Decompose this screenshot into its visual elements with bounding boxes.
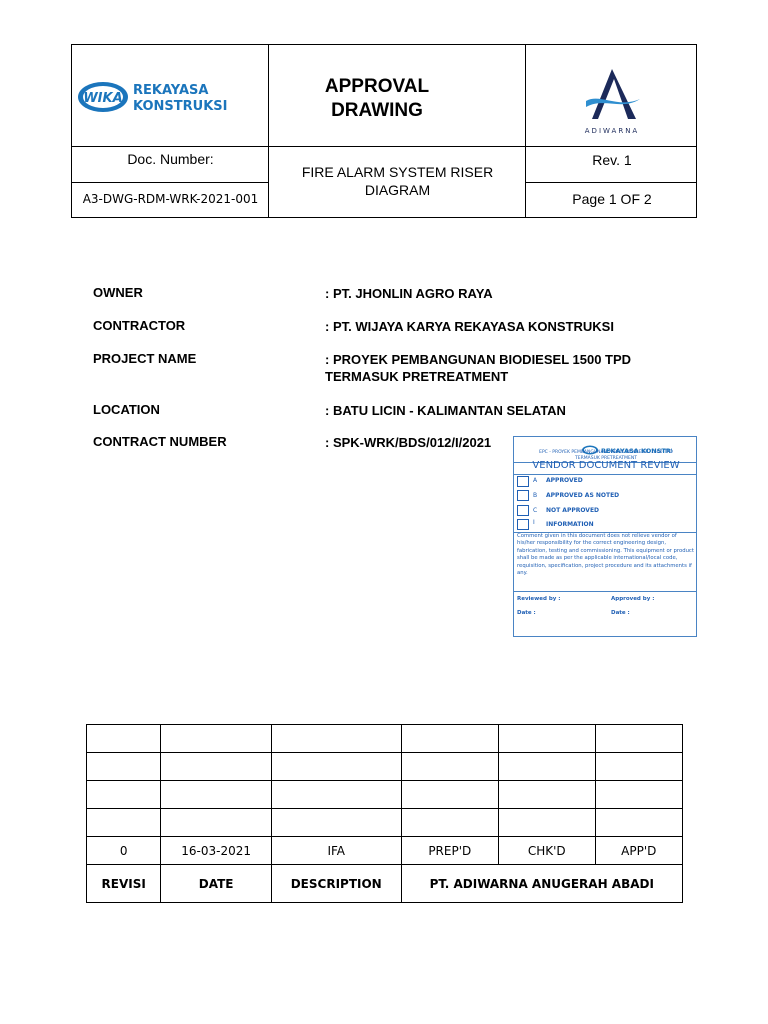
- option-code: C: [533, 507, 538, 514]
- page-label: Page 1 OF 2: [572, 191, 652, 207]
- table-row: [87, 753, 683, 781]
- option-label: NOT APPROVED: [546, 507, 600, 514]
- checked-cell: CHK'D: [499, 837, 595, 865]
- prepared-cell: PREP'D: [401, 837, 498, 865]
- adiwarna-logo-text: ADIWARNA: [584, 127, 640, 135]
- approved-cell: APP'D: [595, 837, 682, 865]
- adiwarna-logo: [542, 65, 682, 137]
- stamp-project-line1: EPC - PROYEK PEMBANGUNAN PABRIK BIODIESEL 1500 TPD: [539, 450, 673, 455]
- title-line2: DRAWING: [331, 100, 423, 121]
- title-line1: APPROVAL: [324, 76, 430, 97]
- contractor-value: : PT. WIJAYA KARYA REKAYASA KONSTRUKSI: [325, 319, 614, 334]
- stamp-project-line2: TERMASUK PRETREATMENT: [575, 456, 637, 461]
- vendor-review-stamp: [513, 436, 697, 637]
- revisi-header: REVISI: [87, 865, 161, 903]
- table-row: [87, 809, 683, 837]
- divider: [72, 182, 268, 183]
- option-code: I: [533, 519, 535, 526]
- project-name-line1: : PROYEK PEMBANGUNAN BIODIESEL 1500 TPD: [325, 352, 632, 367]
- review-date-label: Date :: [517, 610, 536, 616]
- reviewed-by-label: Reviewed by :: [517, 596, 561, 602]
- title-block: [71, 44, 697, 218]
- contractor-label: CONTRACTOR: [93, 318, 186, 333]
- checkbox-not-approved[interactable]: [517, 505, 529, 516]
- checkbox-approved-as-noted[interactable]: [517, 490, 529, 501]
- date-header: DATE: [161, 865, 272, 903]
- option-label: APPROVED AS NOTED: [546, 492, 620, 499]
- option-label: APPROVED: [546, 477, 583, 484]
- revision-description: IFA: [271, 837, 401, 865]
- contract-number-label: CONTRACT NUMBER: [93, 434, 227, 449]
- option-code: B: [533, 492, 538, 499]
- table-row: [87, 725, 683, 753]
- revision-date: 16-03-2021: [161, 837, 272, 865]
- table-header-row: [87, 865, 683, 903]
- project-name-value: [325, 351, 685, 385]
- option-code: A: [533, 477, 538, 484]
- doc-number-label: Doc. Number:: [127, 151, 214, 167]
- contract-number-value: : SPK-WRK/BDS/012/I/2021: [325, 435, 492, 450]
- company-header: PT. ADIWARNA ANUGERAH ABADI: [401, 865, 682, 903]
- document-title: [269, 75, 485, 123]
- description-header: DESCRIPTION: [271, 865, 401, 903]
- approved-by-label: Approved by :: [611, 596, 655, 602]
- stamp-logo-text: REKAYASA KONSTR: [601, 447, 671, 455]
- doc-number: A3-DWG-RDM-WRK-2021-001: [82, 192, 259, 206]
- logo-text-line1: REKAYASA: [133, 83, 209, 98]
- owner-value: : PT. JHONLIN AGRO RAYA: [325, 286, 493, 301]
- checkbox-approved[interactable]: [517, 476, 529, 487]
- logo-text-line2: KONSTRUKSI: [133, 99, 228, 114]
- subject-line1: FIRE ALARM SYSTEM RISER: [301, 164, 494, 180]
- owner-label: OWNER: [93, 285, 143, 300]
- wika-logo-text: WIKA: [83, 91, 123, 106]
- revision-label: Rev. 1: [592, 152, 632, 168]
- revision-number: 0: [87, 837, 161, 865]
- table-row: [87, 837, 683, 865]
- divider: [72, 146, 696, 147]
- drawing-subject: [269, 163, 526, 199]
- location-value: : BATU LICIN - KALIMANTAN SELATAN: [325, 403, 566, 418]
- option-label: INFORMATION: [546, 521, 594, 528]
- divider: [525, 182, 696, 183]
- table-row: [87, 781, 683, 809]
- project-name-line2: TERMASUK PRETREATMENT: [325, 369, 509, 384]
- revision-table: [86, 724, 683, 903]
- approve-date-label: Date :: [611, 610, 630, 616]
- project-name-label: PROJECT NAME: [93, 351, 197, 366]
- stamp-comment: Comment given in this document does not relieve vendor of his/her responsibility for the correct engineering design, fabrication, testing and commissioning. This equipment or product shall be made as per the applicable international/local code, requisition, specification, project procedure and its attachments if any.: [517, 533, 694, 577]
- location-label: LOCATION: [93, 402, 160, 417]
- wika-rekayasa-logo: [76, 75, 236, 117]
- stamp-title: VENDOR DOCUMENT REVIEW: [532, 460, 680, 471]
- checkbox-information[interactable]: [517, 519, 529, 530]
- subject-line2: DIAGRAM: [364, 182, 431, 198]
